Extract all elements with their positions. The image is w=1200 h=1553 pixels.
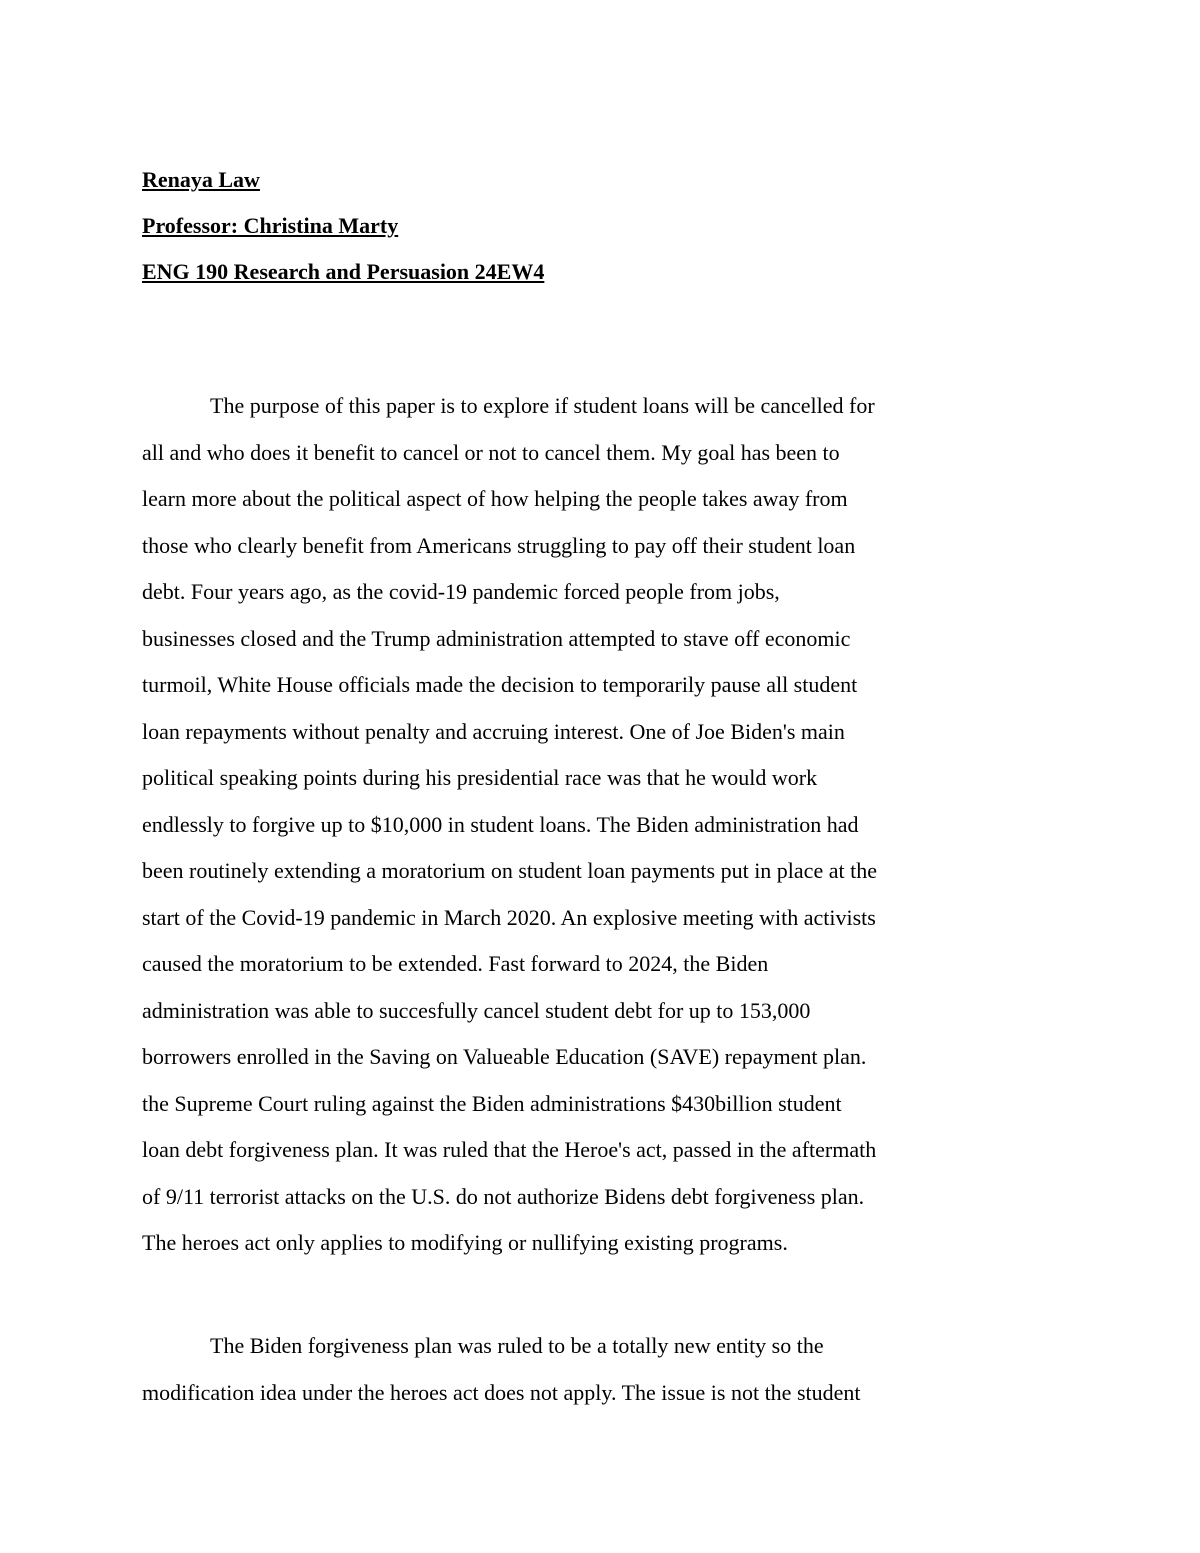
paragraph-line: those who clearly benefit from Americans struggling to pay off their student loan (142, 532, 856, 558)
paragraph-line: learn more about the political aspect of how helping the people takes away from (142, 486, 848, 511)
paragraph-line: the Supreme Court ruling against the Biden administrations $430billion student (142, 1090, 842, 1116)
paragraph-line: loan debt forgiveness plan. It was ruled that the Heroe's act, passed in the aftermath (142, 1137, 877, 1162)
paragraph-line: been routinely extending a moratorium on student loan payments put in place at the (142, 858, 877, 883)
paragraph-line: caused the moratorium to be extended. Fast forward to 2024, the Biden (142, 951, 769, 976)
paragraph-line: all and who does it benefit to cancel or not to cancel them. My goal has been to (142, 439, 840, 465)
paragraph-2 (142, 1323, 1072, 1416)
paragraph-line: borrowers enrolled in the Saving on Valueable Education (SAVE) repayment plan. (142, 1044, 867, 1069)
paragraph-line: businesses closed and the Trump administration attempted to stave off economic (142, 625, 851, 651)
document-header (142, 157, 1042, 295)
paragraph-line: debt. Four years ago, as the covid-19 pandemic forced people from jobs, (142, 579, 780, 604)
paragraph-1 (142, 383, 1072, 1267)
paragraph-line: modification idea under the heroes act does not apply. The issue is not the student (142, 1379, 861, 1405)
paragraph-line: The purpose of this paper is to explore if student loans will be cancelled for (210, 393, 875, 418)
professor-name: Professor: Christina Marty (142, 213, 399, 238)
paragraph-line: endlessly to forgive up to $10,000 in student loans. The Biden administration had (142, 811, 859, 837)
paragraph-line: The Biden forgiveness plan was ruled to be a totally new entity so the (210, 1333, 824, 1358)
paragraph-line: start of the Covid-19 pandemic in March 2020. An explosive meeting with activists (142, 904, 876, 930)
paragraph-line: administration was able to succesfully cancel student debt for up to 153,000 (142, 997, 811, 1023)
paragraph-line: turmoil, White House officials made the decision to temporarily pause all student (142, 672, 858, 697)
paragraph-line: The heroes act only applies to modifying or nullifying existing programs. (142, 1230, 788, 1255)
course-title: ENG 190 Research and Persuasion 24EW4 (142, 259, 545, 284)
author-name: Renaya Law (142, 167, 260, 192)
paragraph-line: political speaking points during his presidential race was that he would work (142, 765, 818, 790)
paragraph-line: loan repayments without penalty and accruing interest. One of Joe Biden's main (142, 718, 845, 744)
paragraph-line: of 9/11 terrorist attacks on the U.S. do not authorize Bidens debt forgiveness plan. (142, 1183, 865, 1209)
